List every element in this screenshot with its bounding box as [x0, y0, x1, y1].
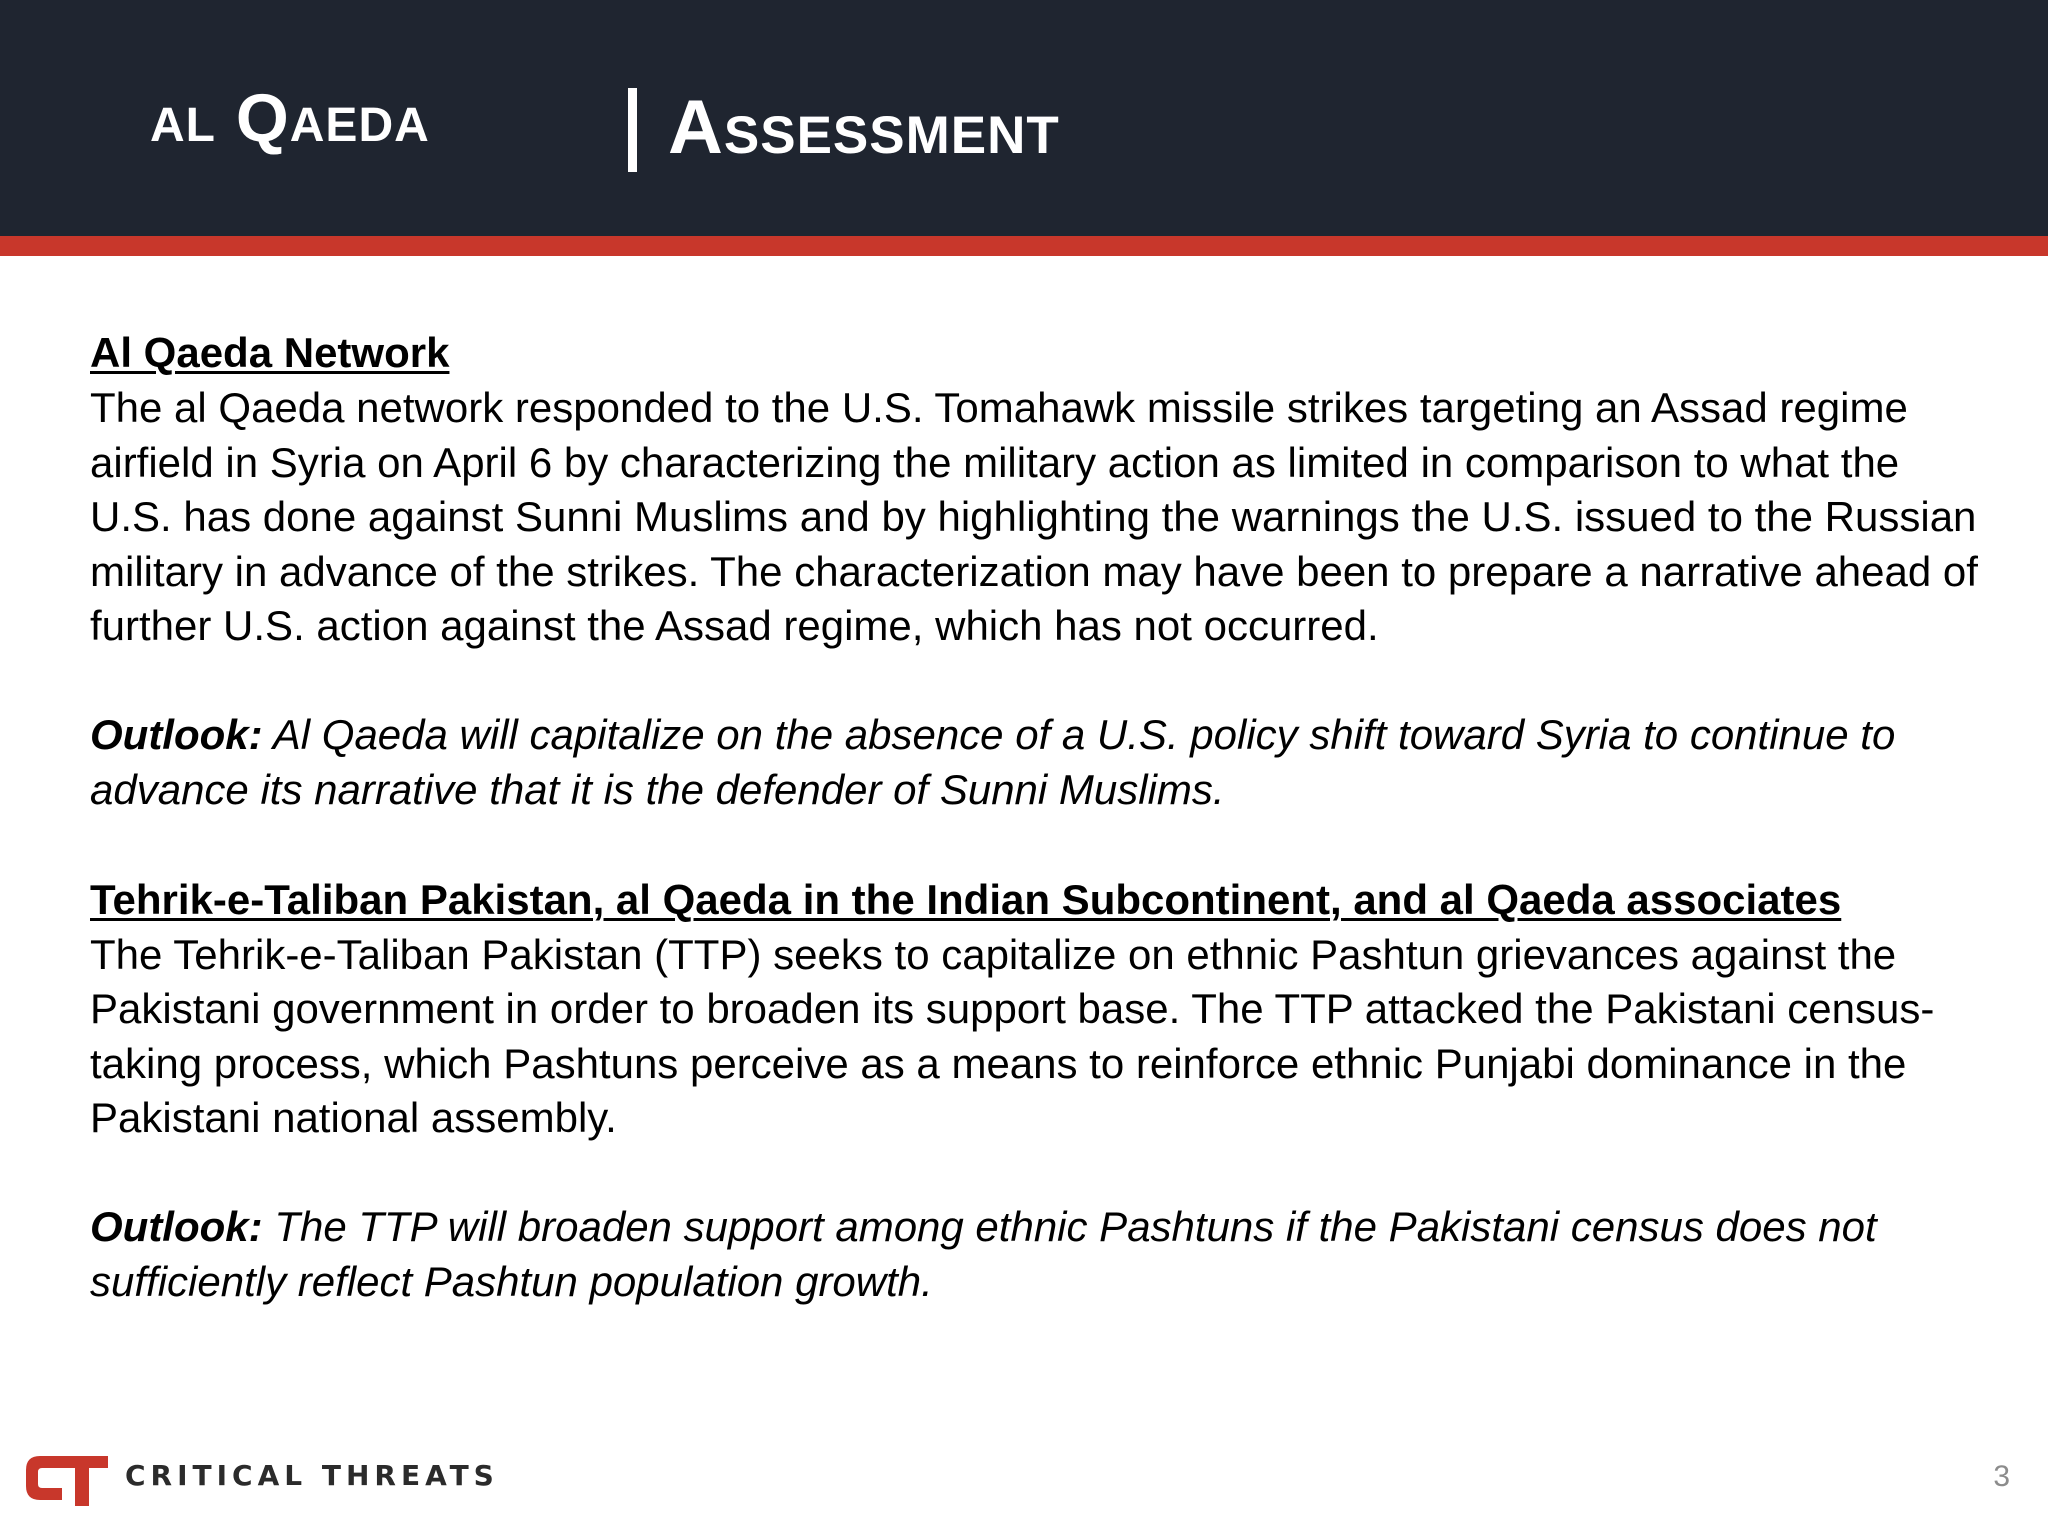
page-number: 3 [1993, 1460, 2010, 1493]
section-body-ttp: The Tehrik-e-Taliban Pakistan (TTP) seeks to capitalize on ethnic Pashtun grievances against the Pakistani government in order to broaden its support base. The TTP attacked the Pakistani census-taking process, which Pashtuns perceive as a means to reinforce ethnic Punjabi dominance in the Pakistani national assembly. [90, 930, 1935, 1141]
section-title-ttp: Tehrik-e-Taliban Pakistan, al Qaeda in the Indian Subcontinent, and al Qaeda associates [90, 875, 1842, 923]
outlook-label: Outlook: [90, 711, 263, 758]
header-page-title: Assessment [668, 85, 1060, 170]
outlook-text: The TTP will broaden support among ethnic Pashtuns if the Pakistani census does not sufficiently reflect Pashtun population growth. [90, 1203, 1877, 1305]
outlook-label: Outlook: [90, 1203, 263, 1250]
ct-logo-icon [22, 1448, 110, 1508]
outlook-ttp [90, 1200, 1990, 1309]
slide-content [90, 325, 1990, 1309]
header-org-title: al Qaeda [150, 80, 430, 156]
section-body-al-qaeda-network: The al Qaeda network responded to the U.S. Tomahawk missile strikes targeting an Assad regime airfield in Syria on April 6 by characterizing the military action as limited in comparison to what the U.S. has done against Sunni Muslims and by highlighting the warnings the U.S. issued to the Russian military in advance of the strikes. The characterization may have been to prepare a narrative ahead of further U.S. action against the Assad regime, which has not occurred. [90, 384, 1978, 649]
header-accent-stripe [0, 236, 2048, 256]
outlook-al-qaeda-network [90, 708, 1990, 817]
header-divider [628, 88, 637, 172]
logo-wordmark: CRITICAL THREATS [125, 1459, 499, 1492]
outlook-text: Al Qaeda will capitalize on the absence of a U.S. policy shift toward Syria to continue to advance its narrative that it is the defender of Sunni Muslims. [90, 711, 1896, 813]
section-title-al-qaeda-network: Al Qaeda Network [90, 329, 450, 376]
critical-threats-logo [22, 1448, 542, 1508]
